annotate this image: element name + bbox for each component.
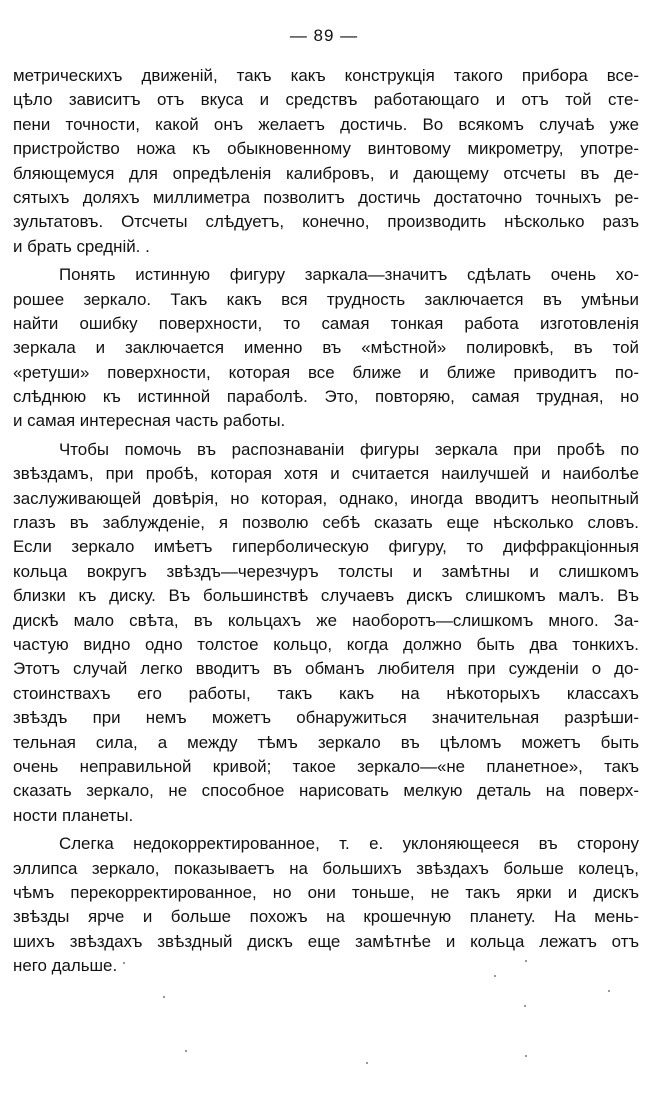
text-line: очень неправильной кривой; такое зеркало—«не планетное», такъ: [13, 756, 639, 776]
scan-speck: [525, 960, 527, 962]
text-line: звѣзды ярче и больше похожъ на крошечную планету. На мень-: [13, 907, 639, 927]
text-line: цѣло зависитъ отъ вкуса и средствъ работающаго и отъ той сте-: [13, 90, 639, 110]
text-line: рошее зеркало. Такъ какъ вся трудность заключается въ умѣньи: [13, 289, 639, 309]
text-line: пени точности, какой онъ желаетъ достичь. Во всякомъ случаѣ уже: [13, 114, 639, 134]
text-line: ности планеты.: [13, 805, 134, 825]
text-line: дискѣ мало свѣта, въ кольцахъ же наоборотъ—слишкомъ много. За-: [13, 610, 639, 630]
scan-speck: [123, 962, 125, 964]
scan-speck: [494, 975, 496, 977]
text-line: стоинствахъ его работы, такъ какъ на нѣкоторыхъ классахъ: [13, 683, 639, 703]
text-line: кольца вокругъ звѣздъ—черезчуръ толсты и замѣтны и слишкомъ: [13, 561, 639, 581]
text-line: эллипса зеркало, показываетъ на большихъ звѣздахъ больше колецъ,: [13, 858, 639, 878]
text-line: слѣднюю къ истинной параболѣ. Это, повторяю, самая трудная, но: [13, 387, 639, 407]
text-line: звѣздъ при немъ можетъ обнаружиться значительная разрѣши-: [13, 708, 639, 728]
scan-speck: [608, 990, 610, 992]
text-line: чѣмъ перекорректированное, но они тоньше, не такъ ярки и дискъ: [13, 882, 639, 902]
text-line: Чтобы помочь въ распознаваніи фигуры зеркала при пробѣ по: [59, 439, 639, 459]
text-line: частую видно одно толстое кольцо, когда должно быть два тонкихъ.: [13, 634, 639, 654]
text-line: него дальше.: [13, 956, 118, 976]
paragraph: [13, 832, 639, 978]
scan-speck: [524, 1005, 526, 1007]
text-line: сятыхъ доляхъ миллиметра позволитъ достичь достаточно точныхъ ре-: [13, 187, 639, 207]
text-line: метрическихъ движеній, такъ какъ конструкція такого прибора все-: [13, 66, 639, 85]
text-line: звѣздамъ, при пробѣ, которая хотя и считается наилучшей и наиболѣе: [13, 464, 639, 484]
page-text: [13, 64, 639, 978]
scan-speck: [366, 1062, 368, 1064]
text-line: сказать зеркало, не способное нарисовать мелкую деталь на поверх-: [13, 781, 639, 801]
text-line: Этотъ случай легко вводитъ въ обманъ любителя при сужденіи о до-: [13, 659, 639, 679]
page-number: — 89 —: [289, 26, 359, 45]
paragraph: [13, 64, 639, 259]
text-line: и брать средній. .: [13, 236, 150, 256]
paragraph: [13, 263, 639, 434]
text-line: Если зеркало имѣетъ гиперболическую фигуру, то диффракціонныя: [13, 537, 639, 557]
text-line: шихъ звѣздахъ звѣздный дискъ еще замѣтнѣе и кольца лежатъ отъ: [13, 931, 639, 951]
text-line: Слегка недокорректированное, т. е. уклоняющееся въ сторону: [59, 834, 639, 854]
text-line: Понять истинную фигуру заркала—значитъ сдѣлать очень хо-: [59, 265, 639, 285]
text-line: зеркала и заключается именно въ «мѣстной» полировкѣ, въ той: [13, 338, 639, 358]
paragraph: [13, 438, 639, 828]
text-line: глазъ въ заблужденіе, я позволю себѣ сказать еще нѣсколько словъ.: [13, 513, 639, 533]
text-line: близки къ диску. Въ большинствѣ случаевъ дискъ слишкомъ малъ. Въ: [13, 586, 639, 606]
scan-speck: [525, 1055, 527, 1057]
scan-speck: [163, 996, 165, 998]
text-line: и самая интересная часть работы.: [13, 411, 286, 431]
scan-speck: [185, 1050, 187, 1052]
text-line: бляющемуся для опредѣленія калибровъ, и дающему отсчеты въ де-: [13, 163, 639, 183]
text-line: тельная сила, а между тѣмъ зеркало въ цѣломъ можетъ быть: [13, 732, 639, 752]
text-line: пристройство ножа къ обыкновенному винтовому микрометру, употре-: [13, 139, 639, 159]
text-line: зультатовъ. Отсчеты слѣдуетъ, конечно, производить нѣсколько разъ: [13, 212, 639, 232]
text-line: найти ошибку поверхности, то самая тонкая работа изготовленія: [13, 313, 639, 333]
text-line: «ретуши» поверхности, которая все ближе и ближе приводитъ по-: [13, 362, 639, 382]
text-line: заслуживающей довѣрія, но которая, однако, иногда вводитъ неопытный: [13, 488, 639, 508]
